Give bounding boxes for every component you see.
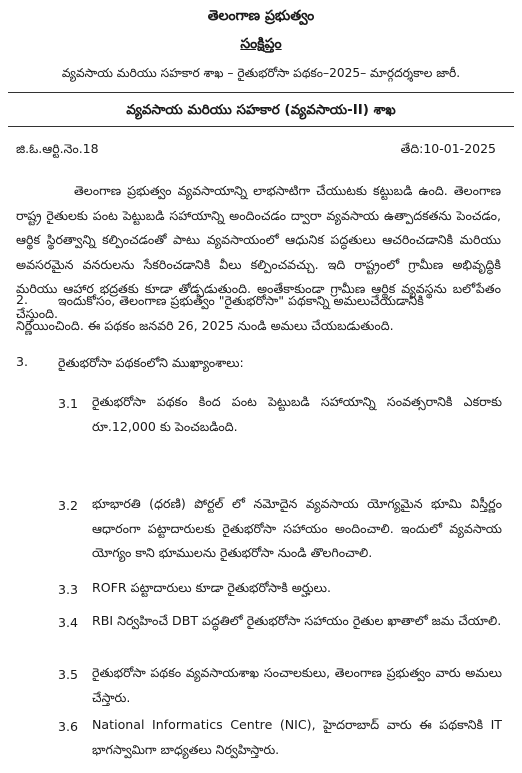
divider-top: [8, 92, 514, 93]
item-3-5-text: రైతుభరోసా పథకం వ్యవసాయశాఖ సంచాలకులు, తెలంగాణ ప్రభుత్వం వారు అమలు చేస్తారు.: [92, 665, 502, 705]
item-3-5-number: 3.5: [58, 667, 79, 682]
go-date: తేది:10-01-2025: [400, 141, 496, 156]
item-3-3-number: 3.3: [58, 582, 79, 597]
department-heading: వ్యవసాయ మరియు సహకార (వ్యవసాయ-II) శాఖ: [126, 102, 396, 118]
item-3-1-number: 3.1: [58, 396, 79, 411]
subject-line: వ్యవసాయ మరియు సహకార శాఖ – రైతుభరోసా పథకం–2025– మార్గదర్శకాల జారీ.: [61, 66, 461, 80]
paragraph-2: ఇందుకోసం, తెలంగాణ ప్రభుత్వం "రైతుభరోసా" పథకాన్ని అమలుచేయడానికి: [58, 293, 424, 308]
abstract-heading: సంక్షిప్తం: [240, 36, 282, 52]
divider-bottom: [8, 126, 514, 127]
item-3-6-number: 3.6: [58, 719, 79, 734]
item-3-2-text: భూభారతి (ధరణి) పోర్టల్ లో నమోదైన వ్యవసాయ యోగ్యమైన భూమి విస్తీర్ణం ఆధారంగా పట్టాదారులకు రైతుభరోసా సహాయం అందించాలి. ఇందులో వ్యవసాయ యోగ్యం కాని భూములను రైతుభరోసా నుండి తొలగించాలి.: [92, 496, 502, 560]
paragraph-3: రైతుభరోసా పథకంలోని ముఖ్యాంశాలు:: [58, 355, 244, 370]
go-number: జి.ఓ.ఆర్టి.నెం.18: [16, 141, 99, 156]
paragraph-2-number: 2.: [16, 292, 29, 307]
item-3-4-number: 3.4: [58, 615, 79, 630]
item-3-4-text: RBI నిర్వహించే DBT పద్ధతిలో రైతుభరోసా సహాయం రైతుల ఖాతాలో జమ చేయాలి.: [92, 613, 502, 628]
paragraph-3-number: 3.: [16, 354, 29, 369]
government-heading: తెలంగాణ ప్రభుత్వం: [207, 8, 315, 24]
go-number-row: [16, 141, 496, 160]
item-3-6-text: National Informatics Centre (NIC), హైదరాబాద్ వారు ఈ పథకానికి IT భాగస్వామిగా బాధ్యతలు నిర్వహిస్తారు.: [92, 717, 502, 757]
item-3-3-text: ROFR పట్టాదారులు కూడా రైతుభరోసాకి అర్హులు.: [92, 580, 331, 595]
paragraph-2-continuation: నిర్ణయించింది. ఈ పథకం జనవరి 26, 2025 నుండి అమలు చేయబడుతుంది.: [16, 318, 394, 333]
paragraph-1: తెలంగాణ ప్రభుత్వం వ్యవసాయాన్ని లాభసాటిగా చేయుటకు కట్టుబడి ఉంది. తెలంగాణ రాష్ట్ర రైతులకు పంట పెట్టుబడి సహాయాన్ని అందించడం ద్వారా వ్యవసాయ ఉత్పాదకతను పెంచడం, ఆర్థిక స్థిరత్వాన్ని కల్పించడంతో పాటు వ్యవసాయంలో ఆధునిక పద్ధతులు ఆచరించడానికి మరియు అవసరమైన వనరులను సేకరించడానికి వీలు కల్పించవచ్చు. ఇది రాష్ట్రంలో గ్రామీణ అభివృద్ధికి మరియు ఆహార భద్రతకు కూడా తోడ్పడుతుంది. అంతేకాకుండా గ్రామీణ ఆర్థిక వ్యవస్థను బలోపేతం చేస్తుంది.: [16, 183, 501, 321]
item-3-2-number: 3.2: [58, 498, 79, 513]
item-3-1-text: రైతుభరోసా పథకం కింద పంట పెట్టుబడి సహాయాన్ని సంవత్సరానికి ఎకరాకు రూ.12,000 కు పెంచబడింది.: [92, 394, 502, 434]
